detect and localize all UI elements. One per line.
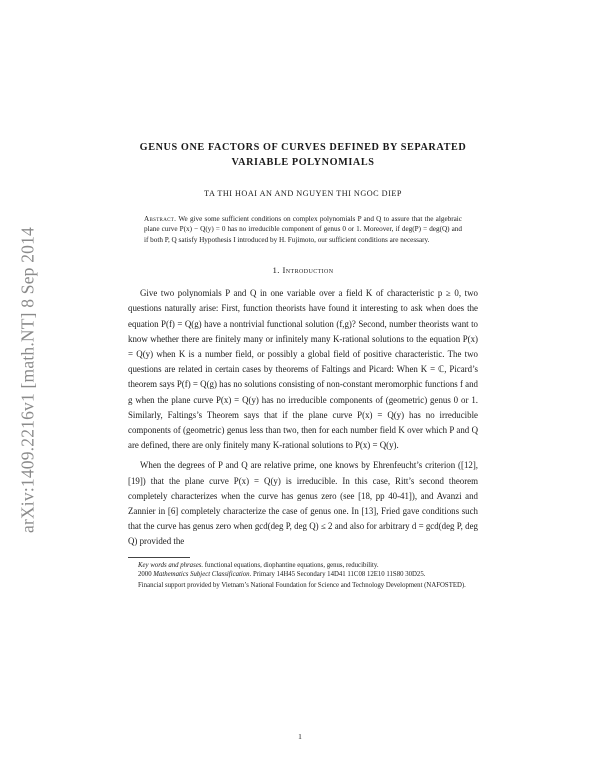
footnote-msc [128, 570, 478, 579]
paragraph-2: When the degrees of P and Q are relative prime, one knows by Ehrenfeucht’s criterion ([12], [19]) that the plane curve P(x) = Q(y) is irreducible. In this case, Ritt’s second theorem completely characterizes when the curve has genus zero (see [18, pp 40-41]), and Avanzi and Zannier in [6] completely characterize the case of genus one. In [13], Fried gave conditions such that the curve has genus zero when gcd(deg P, deg Q) ≤ 2 and also for arbitrary d = gcd(deg P, deg Q) provided the [128, 460, 478, 547]
abstract-text: We give some sufficient conditions on complex polynomials P and Q to assure that the algebraic plane curve P(x) − Q(y) = 0 has no irreducible component of genus 0 or 1. Moreover, if deg(P) = deg(Q) and if both P, Q satisfy Hypothesis I introduced by H. Fujimoto, our sufficient conditions are necessary. [144, 215, 462, 244]
paper-title: GENUS ONE FACTORS OF CURVES DEFINED BY SEPARATED VARIABLE POLYNOMIALS [139, 142, 467, 168]
page-number: 1 [298, 732, 302, 741]
abstract [144, 214, 462, 245]
footnote-keywords [128, 561, 478, 570]
footnote-keywords-label: Key words and phrases. [138, 561, 204, 569]
footnote-support: Financial support provided by Vietnam’s National Foundation for Science and Technology Development (NAFOSTED). [138, 582, 466, 590]
arxiv-identifier-text: arXiv:1409.2216v1 [math.NT] 8 Sep 2014 [17, 226, 38, 534]
footnote-msc-label: Mathematics Subject Classification. [153, 571, 252, 579]
paragraph-1: Give two polynomials P and Q in one variable over a field K of characteristic p ≥ 0, two questions naturally arise: First, function theorists have found it interesting to ask when does the equation P(f) = Q(g) have a nontrivial functional solution (f,g)? Second, number theorists want to know whether there are finitely many or infinitely many K-rational solutions to the equation P(x) = Q(y) when K is a number field, or possibly a global field of positive characteristic. The two questions are related in certain cases by theorems of Faltings and Picard: When K = ℂ, Picard’s theorem says P(f) = Q(g) has no solutions consisting of non-constant meromorphic functions f and g when the plane curve P(x) = Q(y) has no irreducible components of (geometric) genus 0 or 1. Similarly, Faltings’s Theorem says that if the plane curve P(x) = Q(y) has no irreducible components of (geometric) genus less than two, then for each number field K over which P and Q are defined, there are only finitely many K-rational solutions to P(x) = Q(y). [128, 288, 478, 451]
paper-authors: TA THI HOAI AN AND NGUYEN THI NGOC DIEP [204, 189, 402, 198]
section-heading-introduction: 1. Introduction [272, 265, 334, 276]
arxiv-identifier [8, 190, 48, 570]
abstract-label: Abstract. [144, 215, 177, 223]
footnote-msc-text: Primary 14H45 Secondary 14D41 11C08 12E10 11S80 30D25. [252, 571, 426, 579]
footnote-divider [128, 557, 190, 558]
footnote-msc-year: 2000 [138, 571, 152, 579]
paper-page [128, 140, 478, 591]
footnote-keywords-text: functional equations, diophantine equations, genus, reducibility. [204, 561, 379, 569]
